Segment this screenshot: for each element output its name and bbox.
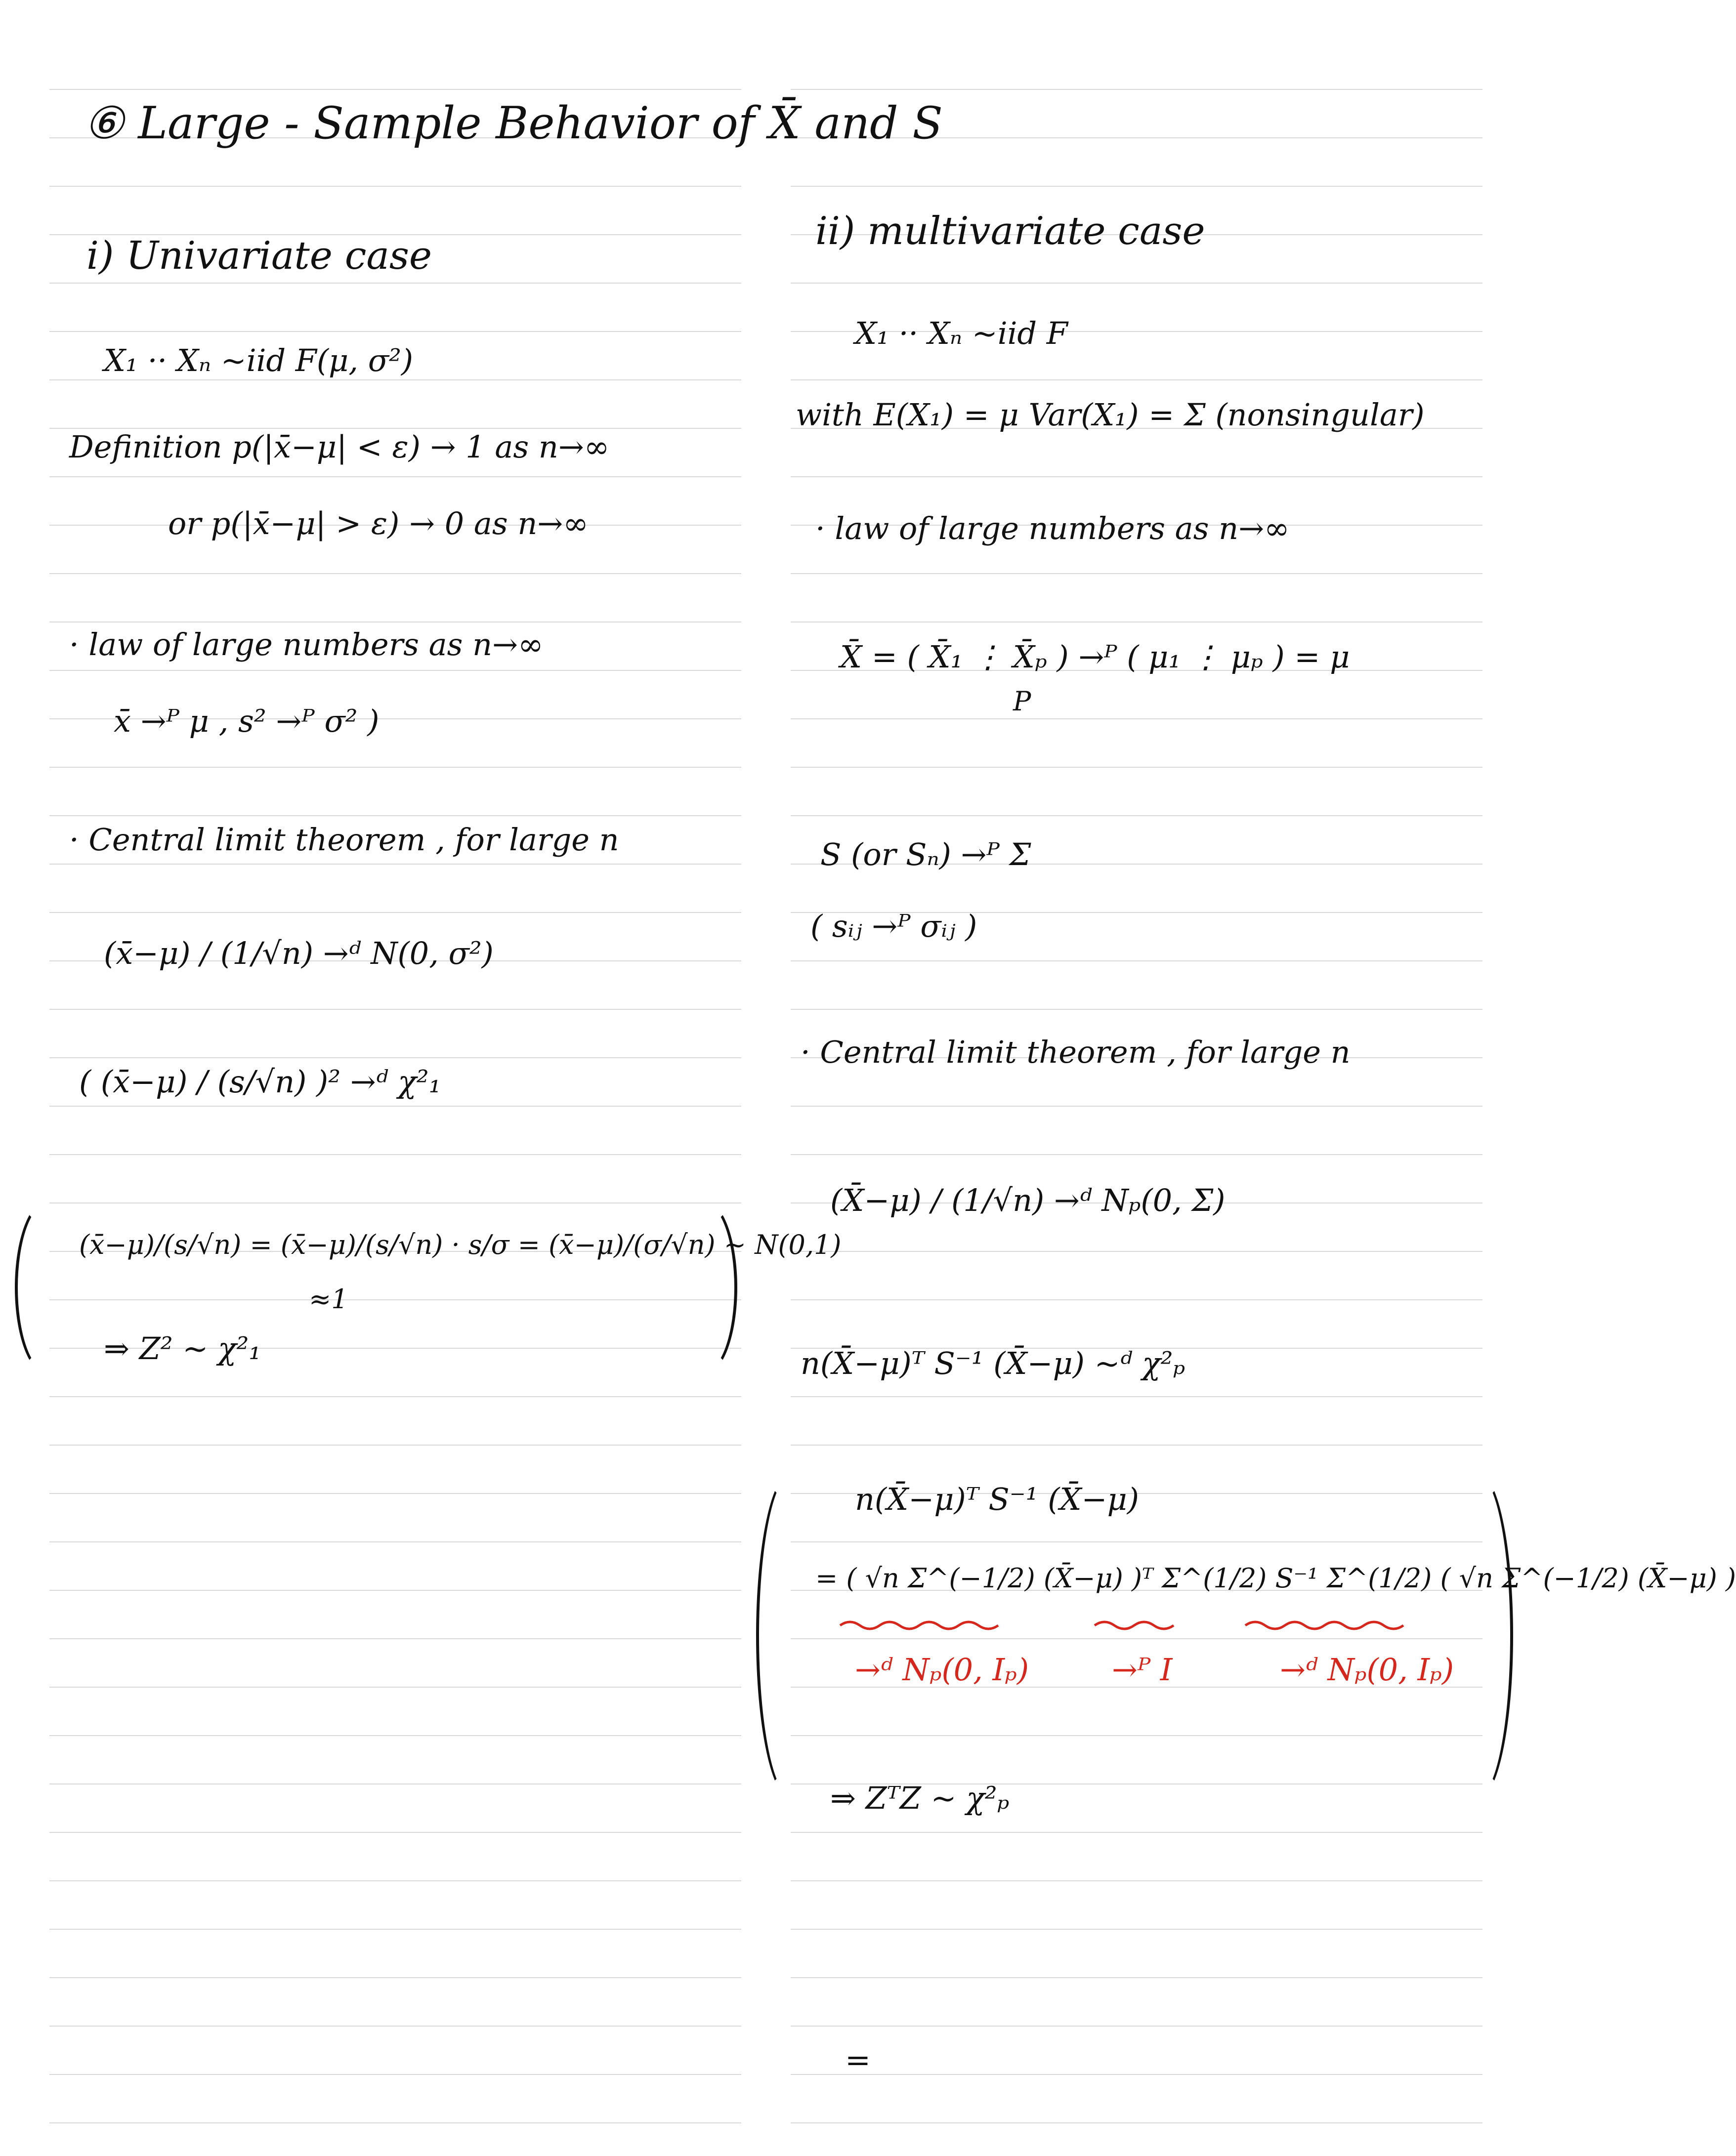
ruled-line [791,379,1482,380]
ruled-line [49,1541,741,1542]
ruled-line [49,815,741,816]
ruled-line [49,1154,741,1155]
ruled-line [49,1735,741,1736]
ruled-line [49,331,741,332]
ruled-line [791,2026,1482,2027]
univariate-clt-formula-2: ( (x̄−μ) / (s/√n) )² →ᵈ χ²₁ [79,1064,441,1100]
ruled-line [49,670,741,671]
red-underline-group [835,1616,1512,1635]
multivariate-clt-formula-1: (X̄−μ) / (1/√n) →ᵈ Nₚ(0, Σ) [830,1182,1226,1218]
left-bracket-close [672,1201,737,1374]
ruled-line [49,1687,741,1688]
ruled-line [49,2074,741,2075]
ruled-line [49,1590,741,1591]
ruled-line [791,1880,1482,1881]
ruled-line [791,2122,1482,2123]
ruled-line [791,1299,1482,1300]
left-bracket-open [15,1201,80,1374]
univariate-clt-formula-1: (x̄−μ) / (1/√n) →ᵈ N(0, σ²) [104,935,494,971]
ruled-line [791,476,1482,477]
univariate-clt-heading: · Central limit theorem , for large n [69,822,619,858]
ruled-line [49,1977,741,1978]
univariate-iid-line: X₁ ·· Xₙ ~iid F(μ, σ²) [104,342,414,378]
univariate-bracket-line-1: (x̄−μ)/(s/√n) = (x̄−μ)/(s/√n) · s/σ = (x̄−μ)/(σ/√n) ~ N(0,1) [79,1229,842,1260]
ruled-line [791,1396,1482,1397]
footer-equals-mark: = [845,2042,871,2078]
ruled-line [49,476,741,477]
s-convergence: S (or Sₙ) →ᴾ Σ [820,836,1031,872]
ruled-line [791,89,1482,90]
ruled-line [791,1445,1482,1446]
ruled-line [791,1106,1482,1107]
ruled-line [791,283,1482,284]
ruled-line [49,1009,741,1010]
s-elementwise: ( sᵢⱼ →ᴾ σᵢⱼ ) [810,908,977,944]
multivariate-heading: ii) multivariate case [815,209,1205,253]
univariate-bracket-note: ≈1 [309,1284,348,1315]
ruled-line [791,1009,1482,1010]
ruled-line [49,89,741,90]
ruled-line [791,1929,1482,1930]
ruled-line [49,1880,741,1881]
multivariate-clt-heading: · Central limit theorem , for large n [801,1034,1351,1070]
ruled-line [791,573,1482,574]
univariate-heading: i) Univariate case [86,234,432,278]
ruled-line [791,1832,1482,1833]
red-note-3: →ᵈ Nₚ(0, Iₚ) [1280,1652,1454,1688]
multivariate-bracket-line-3: ⇒ ZᵀZ ~ χ²ₚ [830,1780,1010,1816]
ruled-line [49,767,741,768]
univariate-bracket-line-2: ⇒ Z² ~ χ²₁ [104,1330,261,1367]
ruled-line [791,186,1482,187]
ruled-line [791,767,1482,768]
lln-vector-arrow-label: P [1013,686,1031,717]
ruled-line [49,1638,741,1639]
ruled-line [49,1202,741,1203]
ruled-line [791,1638,1482,1639]
ruled-line [791,815,1482,816]
definition-line-1: Definition p(|x̄−μ| < ε) → 1 as n→∞ [69,429,610,465]
ruled-line [791,2074,1482,2075]
ruled-line [49,1445,741,1446]
ruled-line [49,1057,741,1058]
definition-line-2: or p(|x̄−μ| > ε) → 0 as n→∞ [168,505,589,541]
ruled-line [49,1106,741,1107]
ruled-line [49,283,741,284]
red-note-2: →ᴾ I [1112,1652,1173,1688]
ruled-line [49,1299,741,1300]
ruled-line [49,1396,741,1397]
multivariate-iid-line: X₁ ·· Xₙ ~iid F [855,315,1068,351]
ruled-line [791,1154,1482,1155]
multivariate-lln-vector: X̄ = ( X̄₁ ⋮ X̄ₚ ) →ᴾ ( μ₁ ⋮ μₚ ) = μ [840,639,1350,675]
page-title: ⑥ Large - Sample Behavior of X̄ and S [84,97,943,149]
ruled-line [49,864,741,865]
multivariate-bracket-line-1: n(X̄−μ)ᵀ S⁻¹ (X̄−μ) [855,1481,1139,1517]
ruled-line [49,912,741,913]
ruled-line [791,960,1482,961]
red-note-1: →ᵈ Nₚ(0, Iₚ) [855,1652,1029,1688]
multivariate-lln-heading: · law of large numbers as n→∞ [815,510,1290,546]
right-bracket-close [1443,1472,1513,1799]
ruled-line [791,1735,1482,1736]
right-bracket-open [756,1472,826,1799]
ruled-line [791,1977,1482,1978]
ruled-line [49,573,741,574]
ruled-line [791,718,1482,719]
ruled-line [49,186,741,187]
ruled-line [49,2026,741,2027]
ruled-line [49,1493,741,1494]
ruled-line [49,1832,741,1833]
ruled-line [791,1251,1482,1252]
ruled-line [49,1929,741,1930]
multivariate-with-line: with E(X₁) = μ Var(X₁) = Σ (nonsingular) [796,397,1425,433]
ruled-line [49,1783,741,1784]
ruled-line [49,2122,741,2123]
univariate-lln-heading: · law of large numbers as n→∞ [69,626,544,663]
multivariate-clt-formula-2: n(X̄−μ)ᵀ S⁻¹ (X̄−μ) ~ᵈ χ²ₚ [801,1345,1186,1381]
ruled-line [791,1541,1482,1542]
univariate-lln-formula: x̄ →ᴾ μ , s² →ᴾ σ² ) [114,703,380,739]
multivariate-bracket-line-2: = ( √n Σ^(−1/2) (X̄−μ) )ᵀ Σ^(1/2) S⁻¹ Σ^(1/2) ( √n Σ^(−1/2) (X̄−μ) ) [815,1563,1736,1594]
